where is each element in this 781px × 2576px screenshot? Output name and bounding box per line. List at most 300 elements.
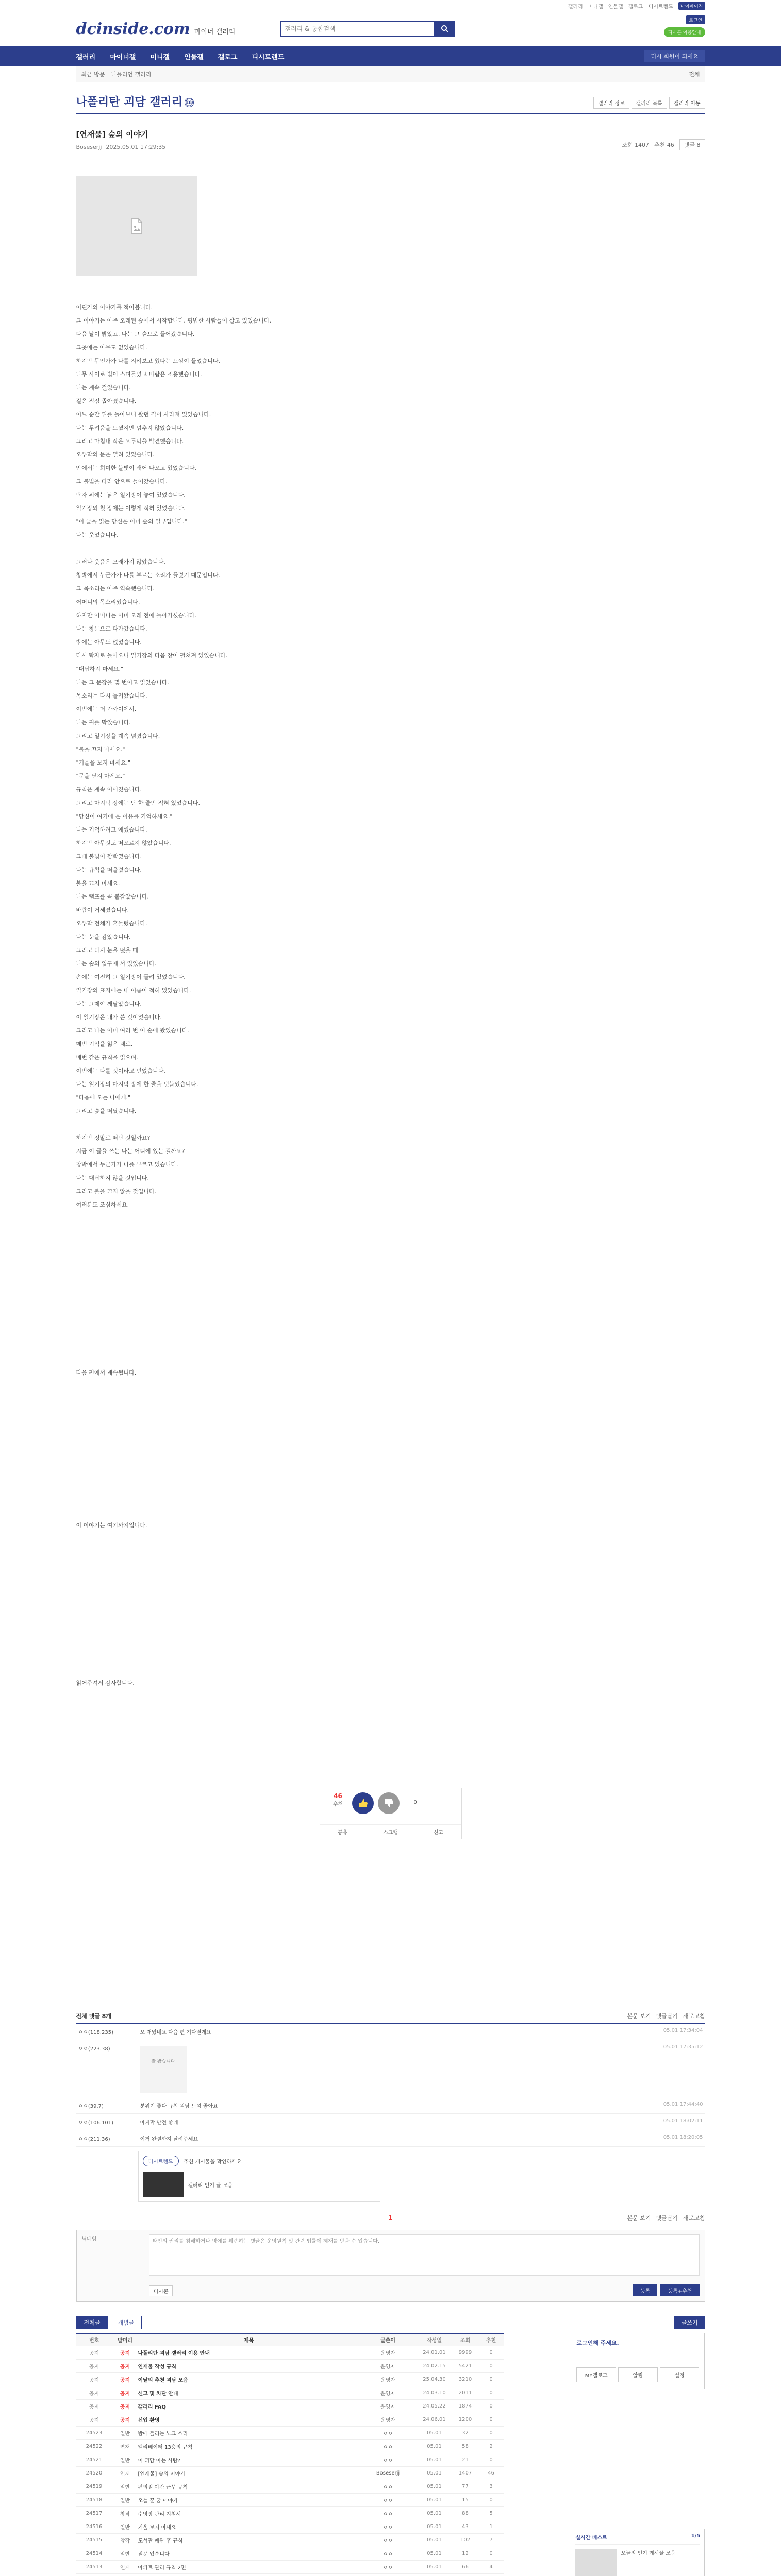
body-line: 안에서는 희미한 불빛이 새어 나오고 있었습니다.: [76, 465, 196, 471]
table-row[interactable]: [76, 2467, 504, 2480]
tab-concept[interactable]: 개념글: [110, 2316, 142, 2329]
gnb-mini[interactable]: 미니갤: [150, 53, 170, 61]
row-title[interactable]: 아파트 관리 규칙 2편: [138, 2565, 186, 2571]
row-recommend: 0: [489, 2551, 493, 2556]
row-title[interactable]: 오늘 꾼 꿈 이야기: [138, 2498, 178, 2504]
post-body-part3: [76, 1131, 705, 1212]
row-num: 공지: [89, 2404, 99, 2410]
row-recommend: 4: [489, 2564, 493, 2570]
row-recommend: 0: [489, 2350, 493, 2355]
row-views: 102: [460, 2537, 471, 2543]
row-writer[interactable]: ㅇㅇ: [383, 2538, 393, 2544]
table-row[interactable]: [76, 2494, 504, 2507]
body-line: 다음 편에서 계속됩니다.: [76, 1369, 137, 1376]
post-body-part4: [76, 1366, 705, 1380]
logo-brand: dcinside.com: [76, 20, 190, 38]
row-views: 5421: [458, 2363, 472, 2369]
post-date: 2025.05.01 17:29:35: [106, 144, 166, 150]
comment-pager: [76, 2206, 705, 2230]
gallery-info-button[interactable]: 갤러리 정보: [593, 97, 629, 109]
comment-row: [76, 2097, 705, 2114]
ad-thumbnail: [143, 2172, 184, 2197]
body-line: 나는 규칙을 떠올렸습니다.: [76, 867, 142, 873]
sidebar: [571, 2333, 705, 2576]
table-row[interactable]: [76, 2453, 504, 2467]
comment-textarea[interactable]: 타인의 권리를 침해하거나 명예를 훼손하는 댓글은 운영원칙 및 관련 법률에 제재를 받을 수 있습니다.: [149, 2234, 700, 2276]
row-num: 24522: [86, 2444, 103, 2449]
gallery-title-text: 나폴리탄 괴담 갤러리: [76, 96, 183, 109]
row-head: 일반: [120, 2485, 130, 2490]
body-line: 그리고 불을 끄지 않을 것입니다.: [76, 1188, 157, 1195]
row-views: 88: [462, 2511, 469, 2516]
dccon-guide-button[interactable]: 디시콘 이용안내: [664, 27, 705, 37]
thumb-up-icon: [358, 1798, 368, 1808]
top-link-2[interactable]: 미니갤: [588, 4, 603, 10]
body-line: 창밖에서 누군가가 나를 부르고 있습니다.: [76, 1161, 178, 1168]
logo-sub: 마이너 갤러리: [194, 28, 236, 36]
row-title[interactable]: 신고 및 차단 안내: [138, 2391, 178, 2397]
list-tabs: [76, 2312, 705, 2333]
row-writer[interactable]: ㅇㅇ: [383, 2498, 393, 2504]
body-line: 나는 웃었습니다.: [76, 532, 118, 538]
comment-submit-button[interactable]: 등록: [633, 2284, 657, 2296]
row-views: 1200: [458, 2417, 472, 2422]
body-line: 나는 기억하려고 애썼습니다.: [76, 826, 147, 833]
dccon-text: 잘 봤습니다: [151, 2059, 175, 2064]
row-writer[interactable]: 운영자: [380, 2404, 395, 2410]
body-line: 규칙은 계속 이어졌습니다.: [76, 786, 142, 793]
table-row[interactable]: [76, 2440, 504, 2453]
row-date: 05.01: [427, 2497, 442, 2503]
row-num: 24519: [86, 2484, 103, 2489]
row-writer[interactable]: ㅇㅇ: [383, 2512, 393, 2517]
row-writer[interactable]: ㅇㅇ: [383, 2485, 393, 2490]
global-nav: [0, 46, 781, 66]
recent-visit-bar: [76, 66, 705, 82]
body-line: 이번에는 다를 것이라고 믿었습니다.: [76, 1067, 165, 1074]
body-line: 나는 계속 걸었습니다.: [76, 384, 131, 391]
comment-submit-recommend-button[interactable]: 등록+추천: [660, 2284, 699, 2296]
body-line: 그리고 일기장을 계속 넘겼습니다.: [76, 733, 160, 739]
body-line: 손에는 여전히 그 일기장이 들려 있었습니다.: [76, 974, 186, 980]
comment-row: [76, 2024, 705, 2040]
body-line: 목소리는 다시 들려왔습니다.: [76, 692, 147, 699]
body-line: 그리고 마침내 작은 오두막을 발견했습니다.: [76, 438, 184, 445]
body-line: 나는 귀를 막았습니다.: [76, 719, 131, 726]
row-recommend: 5: [489, 2511, 493, 2516]
row-date: 24.05.22: [423, 2403, 446, 2409]
dccon-image: [140, 2046, 187, 2093]
row-head: 일반: [120, 2458, 130, 2464]
body-line: 나는 창문으로 다가갔습니다.: [76, 625, 147, 632]
row-views: 9999: [458, 2350, 472, 2355]
body-line: "불을 끄지 마세요.": [76, 746, 125, 753]
gnb-gallery[interactable]: 갤러리: [76, 53, 96, 61]
row-date: 05.01: [427, 2457, 442, 2463]
comment-date: 05.01 17:35:12: [663, 2044, 703, 2050]
row-head: 창작: [120, 2538, 130, 2544]
table-row[interactable]: [76, 2574, 504, 2576]
col-writer: 글쓴이: [380, 2338, 395, 2344]
recent-visit-item[interactable]: 나톨리언 갤러리: [111, 71, 152, 78]
table-row[interactable]: [76, 2507, 504, 2520]
comment-row: [76, 2040, 705, 2097]
row-title[interactable]: 엘리베이터 13층의 규칙: [138, 2445, 193, 2450]
comment-row: [76, 2114, 705, 2130]
body-line: 오두막 전체가 흔들렸습니다.: [76, 920, 147, 927]
post-body: [76, 301, 705, 542]
row-recommend: 3: [489, 2484, 493, 2489]
post-recommend: 추천 46: [654, 142, 674, 148]
row-title[interactable]: 이달의 추천 괴담 모음: [138, 2378, 188, 2383]
row-writer[interactable]: Boseserjj: [376, 2470, 400, 2476]
comment-text: 분위기 좋다 규칙 괴담 느낌 좋아요: [140, 2104, 218, 2109]
show-body-button[interactable]: 본문 보기: [627, 2013, 651, 2020]
row-date: 05.01: [427, 2537, 442, 2543]
row-head: 일반: [120, 2431, 130, 2437]
post-header: [76, 114, 705, 157]
body-line: 나는 램프를 꼭 붙잡았습니다.: [76, 893, 149, 900]
gnb-person[interactable]: 인물갤: [184, 53, 204, 61]
body-line: 어딘가의 이야기를 적어봅니다.: [76, 304, 153, 311]
post-list: [76, 2333, 504, 2576]
top-link-5[interactable]: 디시트렌드: [648, 4, 674, 10]
body-line: 그리고 다시 눈을 떴을 때: [76, 947, 138, 954]
site-logo[interactable]: [76, 20, 236, 38]
comments-header: [76, 2009, 705, 2024]
login-button[interactable]: 로그인: [686, 15, 705, 24]
body-line: 다음 날이 밝았고, 나는 그 숲으로 들어갔습니다.: [76, 331, 195, 337]
row-writer[interactable]: ㅇㅇ: [383, 2458, 393, 2464]
pager-refresh[interactable]: 새로고침: [683, 2215, 705, 2222]
row-title[interactable]: 신입 환영: [138, 2418, 160, 2424]
row-writer[interactable]: 운영자: [380, 2351, 395, 2357]
row-views: 21: [462, 2457, 469, 2463]
ad-sub: 갤러리 인기 글 모음: [188, 2182, 233, 2189]
body-line: "당신이 여기에 온 이유를 기억하세요.": [76, 813, 173, 820]
body-line: 어머니의 목소리였습니다.: [76, 599, 140, 605]
row-date: 24.01.01: [423, 2350, 446, 2355]
comment-nick[interactable]: ㅇㅇ(223.38): [78, 2046, 110, 2052]
row-recommend: 1: [489, 2524, 493, 2530]
row-date: 05.01: [427, 2564, 442, 2570]
comment-nick[interactable]: ㅇㅇ(118.235): [78, 2030, 113, 2036]
comment-text: 이거 완결까지 달려주세요: [140, 2137, 198, 2142]
ad-tag: 디시트렌드: [143, 2156, 179, 2166]
row-head: 공지: [120, 2351, 130, 2357]
row-head: 공지: [120, 2418, 130, 2424]
scrap-button[interactable]: 스크랩: [383, 1830, 398, 1836]
report-button[interactable]: 신고: [433, 1830, 444, 1836]
top-link-3[interactable]: 인물갤: [608, 4, 623, 10]
body-line: 그리고 마지막 장에는 단 한 줄만 적혀 있었습니다.: [76, 800, 200, 806]
row-title[interactable]: 편의점 야간 근무 규칙: [138, 2485, 188, 2490]
row-views: 2011: [458, 2390, 472, 2396]
body-line: 그 불빛을 따라 안으로 들어갔습니다.: [76, 478, 168, 485]
share-button[interactable]: 공유: [337, 1830, 348, 1836]
dccon-button[interactable]: 디시콘: [149, 2285, 173, 2296]
gallery-tools: [593, 97, 705, 109]
table-row[interactable]: [76, 2386, 504, 2400]
table-row[interactable]: [76, 2413, 504, 2427]
comment-count-button[interactable]: 댓글 8: [679, 139, 705, 150]
row-title[interactable]: 연재물 작성 규칙: [138, 2364, 177, 2370]
row-head: 창작: [120, 2512, 130, 2517]
top-link-1[interactable]: 갤러리: [568, 4, 583, 10]
row-num: 24515: [86, 2537, 103, 2543]
row-date: 24.06.01: [423, 2417, 446, 2422]
comment-text: 마지막 반전 좋네: [140, 2120, 178, 2126]
row-views: 12: [462, 2551, 469, 2556]
body-line: 불을 끄지 마세요.: [76, 880, 120, 887]
row-num: 24518: [86, 2497, 103, 2503]
site-header: [76, 11, 705, 46]
login-box: [571, 2333, 705, 2389]
vote-actions: [320, 1824, 461, 1836]
top-links: [76, 0, 705, 11]
recent-visit-all[interactable]: 전체: [689, 71, 700, 78]
body-line: 바람이 거세졌습니다.: [76, 907, 129, 913]
best-page[interactable]: 1/5: [691, 2533, 701, 2539]
row-writer[interactable]: 운영자: [380, 2391, 395, 2397]
table-row[interactable]: [76, 2520, 504, 2534]
body-line: 그 목소리는 아주 익숙했습니다.: [76, 585, 155, 592]
login-title[interactable]: 로그인해 주세요.: [576, 2340, 619, 2346]
body-line: 나는 그 문장을 몇 번이고 읽었습니다.: [76, 679, 169, 686]
body-line: 이 이야기는 여기까지입니다.: [76, 1522, 147, 1529]
body-line: 그 이야기는 아주 오래된 숲에서 시작합니다. 평범한 사람들이 살고 있었습니다.: [76, 317, 271, 324]
body-line: "다음에 오는 나에게.": [76, 1094, 131, 1101]
row-num: 공지: [89, 2418, 99, 2424]
body-line: 길은 점점 좁아졌습니다.: [76, 398, 137, 404]
row-date: 05.01: [427, 2484, 442, 2489]
body-line: 그때 불빛이 깜빡였습니다.: [76, 853, 142, 860]
body-line: 매번 같은 규칙을 읽으며.: [76, 1054, 138, 1061]
recommend-button[interactable]: [352, 1792, 374, 1814]
comment-nick[interactable]: ㅇㅇ(39.7): [78, 2104, 104, 2109]
row-head: 공지: [120, 2378, 130, 2383]
vote-box: [320, 1788, 462, 1839]
body-line: 나무 사이로 빛이 스며들었고 바람은 조용했습니다.: [76, 371, 202, 378]
post-body-part2: [76, 555, 705, 1118]
body-line: 오두막의 문은 열려 있었습니다.: [76, 451, 155, 458]
row-views: 66: [462, 2564, 469, 2570]
col-recommend: 추천: [486, 2338, 496, 2344]
col-title: 제목: [243, 2338, 254, 2344]
table-row[interactable]: [76, 2400, 504, 2413]
table-row[interactable]: [76, 2534, 504, 2547]
comment-date: 05.01 17:44:40: [663, 2102, 703, 2107]
post-body-part5: [76, 1519, 705, 1532]
row-recommend: 0: [489, 2457, 493, 2463]
row-num: 공지: [89, 2391, 99, 2397]
row-head: 일반: [120, 2552, 130, 2557]
body-line: 그리고 숲을 떠났습니다.: [76, 1108, 137, 1114]
up-count-box: [330, 1792, 346, 1807]
down-count: 0: [413, 1800, 417, 1805]
settings-button[interactable]: 설정: [660, 2367, 700, 2382]
table-row[interactable]: [76, 2427, 504, 2440]
row-title[interactable]: 도서관 폐관 후 규칙: [138, 2538, 183, 2544]
search-button[interactable]: [435, 21, 455, 37]
row-recommend: 0: [489, 2377, 493, 2382]
row-recommend: 0: [489, 2497, 493, 2503]
row-num: 24516: [86, 2524, 103, 2530]
top-link-4[interactable]: 갤로그: [628, 4, 643, 10]
body-line: 나는 그제야 깨달았습니다.: [76, 1001, 142, 1007]
best-item[interactable]: [575, 2549, 700, 2576]
body-line: "문을 닫지 마세요.": [76, 773, 125, 779]
minor-badge: ⓜ: [186, 99, 193, 107]
row-date: 05.01: [427, 2524, 442, 2530]
row-recommend: 0: [489, 2363, 493, 2369]
post-image[interactable]: [76, 176, 197, 276]
comment-date: 05.01 18:02:11: [663, 2118, 703, 2124]
comment-date: 05.01 17:34:04: [663, 2028, 703, 2033]
body-line: 탁자 위에는 낡은 일기장이 놓여 있었습니다.: [76, 492, 186, 498]
body-line: 나는 일기장의 마지막 장에 한 줄을 덧붙였습니다.: [76, 1081, 198, 1088]
recent-visit-label: 최근 방문: [81, 71, 105, 78]
not-recommend-button[interactable]: [378, 1792, 400, 1814]
row-views: 32: [462, 2430, 469, 2436]
body-line: 나는 대답하지 않을 것입니다.: [76, 1175, 149, 1181]
row-head: 공지: [120, 2404, 130, 2410]
row-title[interactable]: 질문 있습니다: [138, 2552, 170, 2557]
refresh-comments-button[interactable]: 새로고침: [683, 2013, 705, 2020]
body-line: 나는 두려움을 느꼈지만 멈추지 않았습니다.: [76, 425, 184, 431]
search-input[interactable]: [280, 21, 435, 37]
table-row[interactable]: [76, 2360, 504, 2373]
gnb-gallog[interactable]: 갤로그: [218, 53, 238, 61]
body-line: 매번 기억을 잃은 채로.: [76, 1041, 133, 1047]
body-line: 그러나 웃음은 오래가지 않았습니다.: [76, 558, 165, 565]
body-line: "이 글을 읽는 당신은 이미 숲의 일부입니다.": [76, 518, 187, 525]
comment-nick[interactable]: ㅇㅇ(211.36): [78, 2137, 110, 2142]
row-recommend: 7: [489, 2537, 493, 2543]
row-views: 1407: [458, 2470, 472, 2476]
row-writer[interactable]: ㅇㅇ: [383, 2552, 393, 2557]
row-views: 3210: [458, 2377, 472, 2382]
row-num: 24517: [86, 2511, 103, 2516]
ad-box[interactable]: [138, 2151, 380, 2202]
table-row[interactable]: [76, 2561, 504, 2574]
join-button[interactable]: 디시 회원이 되세요: [644, 50, 705, 62]
row-title[interactable]: [연재물] 숲의 이야기: [138, 2471, 185, 2477]
row-writer[interactable]: ㅇㅇ: [383, 2565, 393, 2571]
body-line: 하지만 아무것도 떠오르지 않았습니다.: [76, 840, 171, 846]
list-header: [76, 2333, 504, 2346]
search-icon: [441, 25, 449, 33]
broken-image-icon: [130, 218, 143, 234]
table-row[interactable]: [76, 2480, 504, 2494]
row-num: 24513: [86, 2564, 103, 2570]
body-line: 하지만 어머니는 이미 오래 전에 돌아가셨습니다.: [76, 612, 196, 619]
table-row[interactable]: [76, 2373, 504, 2386]
row-views: 15: [462, 2497, 469, 2503]
comment-text: 오 재밌네요 다음 편 기다릴게요: [140, 2030, 211, 2036]
close-comments-button[interactable]: 댓글닫기: [656, 2013, 678, 2020]
body-line: 읽어주셔서 감사합니다.: [76, 1680, 135, 1686]
row-date: 05.01: [427, 2470, 442, 2476]
row-num: 공지: [89, 2378, 99, 2383]
pager-close[interactable]: 댓글닫기: [656, 2215, 678, 2222]
row-views: 43: [462, 2524, 469, 2530]
realtime-best: [571, 2529, 705, 2576]
row-title[interactable]: 밤에 들리는 노크 소리: [138, 2431, 188, 2437]
row-writer[interactable]: 운영자: [380, 2418, 395, 2424]
body-line: 일기장의 첫 장에는 이렇게 적혀 있었습니다.: [76, 505, 186, 512]
table-row[interactable]: [76, 2547, 504, 2561]
body-line: 일기장의 표지에는 내 이름이 적혀 있었습니다.: [76, 987, 191, 994]
post-author[interactable]: Boseserjj: [76, 144, 102, 150]
row-title[interactable]: 갤러리 FAQ: [138, 2404, 166, 2410]
gnb-minor[interactable]: 마이너갤: [110, 53, 136, 61]
search-bar: [280, 21, 455, 37]
row-num: 24523: [86, 2430, 103, 2436]
row-date: 25.04.30: [423, 2377, 446, 2382]
post-views: 조회 1407: [622, 142, 649, 148]
ad-line: 추천 게시물을 확인하세요: [184, 2159, 242, 2165]
row-num: 공지: [89, 2364, 99, 2370]
mypage-badge[interactable]: 마이페이지: [678, 2, 705, 10]
body-line: 하지만 무언가가 나를 지켜보고 있다는 느낌이 들었습니다.: [76, 358, 220, 364]
row-writer[interactable]: 운영자: [380, 2364, 395, 2370]
row-head: 연재: [120, 2471, 130, 2477]
row-num: 24520: [86, 2470, 103, 2476]
body-line: 여러분도 조심하세요.: [76, 1201, 129, 1208]
col-date: 작성일: [427, 2338, 442, 2344]
gnb-trend[interactable]: 디시트렌드: [252, 53, 285, 61]
row-writer[interactable]: ㅇㅇ: [383, 2445, 393, 2450]
content-wrap: [76, 82, 705, 2576]
row-title[interactable]: 이 괴담 아는 사람?: [138, 2458, 180, 2464]
row-writer[interactable]: ㅇㅇ: [383, 2431, 393, 2437]
row-date: 05.01: [427, 2444, 442, 2449]
gallery-move-button[interactable]: 갤러리 이동: [669, 97, 705, 109]
body-line: 이번에는 더 가까이에서.: [76, 706, 137, 713]
comment-row: [76, 2130, 705, 2147]
page-current[interactable]: 1: [388, 2214, 393, 2222]
alarm-button[interactable]: 알림: [618, 2367, 658, 2382]
nick-field[interactable]: 닉네임: [81, 2236, 97, 2242]
best-item-title: 오늘의 인기 게시물 모음: [621, 2551, 676, 2556]
row-date: 05.01: [427, 2430, 442, 2436]
table-row[interactable]: [76, 2346, 504, 2360]
row-title[interactable]: 거울 보지 마세요: [138, 2525, 176, 2531]
pager-show-body[interactable]: 본문 보기: [627, 2215, 651, 2222]
comment-date: 05.01 18:20:05: [663, 2134, 703, 2140]
row-writer[interactable]: ㅇㅇ: [383, 2525, 393, 2531]
body-line: 하지만 정말로 떠난 것일까요?: [76, 1134, 151, 1141]
body-line: 나는 숲의 입구에 서 있었습니다.: [76, 960, 157, 967]
row-head: 연재: [120, 2445, 130, 2450]
write-button[interactable]: 글쓰기: [674, 2316, 705, 2329]
row-recommend: 0: [489, 2417, 493, 2422]
row-title[interactable]: 수영장 관리 지침서: [138, 2512, 181, 2517]
up-count: 46: [334, 1792, 342, 1800]
comment-nick[interactable]: ㅇㅇ(106.101): [78, 2120, 113, 2126]
body-line: 그리고 나는 이미 여러 번 이 숲에 왔었습니다.: [76, 1027, 189, 1034]
row-recommend: 0: [489, 2403, 493, 2409]
row-num: 공지: [89, 2351, 99, 2357]
gallog-button[interactable]: MY갤로그: [576, 2367, 616, 2382]
tab-all[interactable]: 전체글: [76, 2316, 108, 2329]
gallery-list-button[interactable]: 갤러리 목록: [632, 97, 667, 109]
row-writer[interactable]: 운영자: [380, 2378, 395, 2383]
post-body-part6: [76, 1676, 705, 1690]
body-line: 어느 순간 뒤를 돌아보니 왔던 길이 사라져 있었습니다.: [76, 411, 211, 418]
row-title[interactable]: 나폴리탄 괴담 갤러리 이용 안내: [138, 2351, 210, 2357]
